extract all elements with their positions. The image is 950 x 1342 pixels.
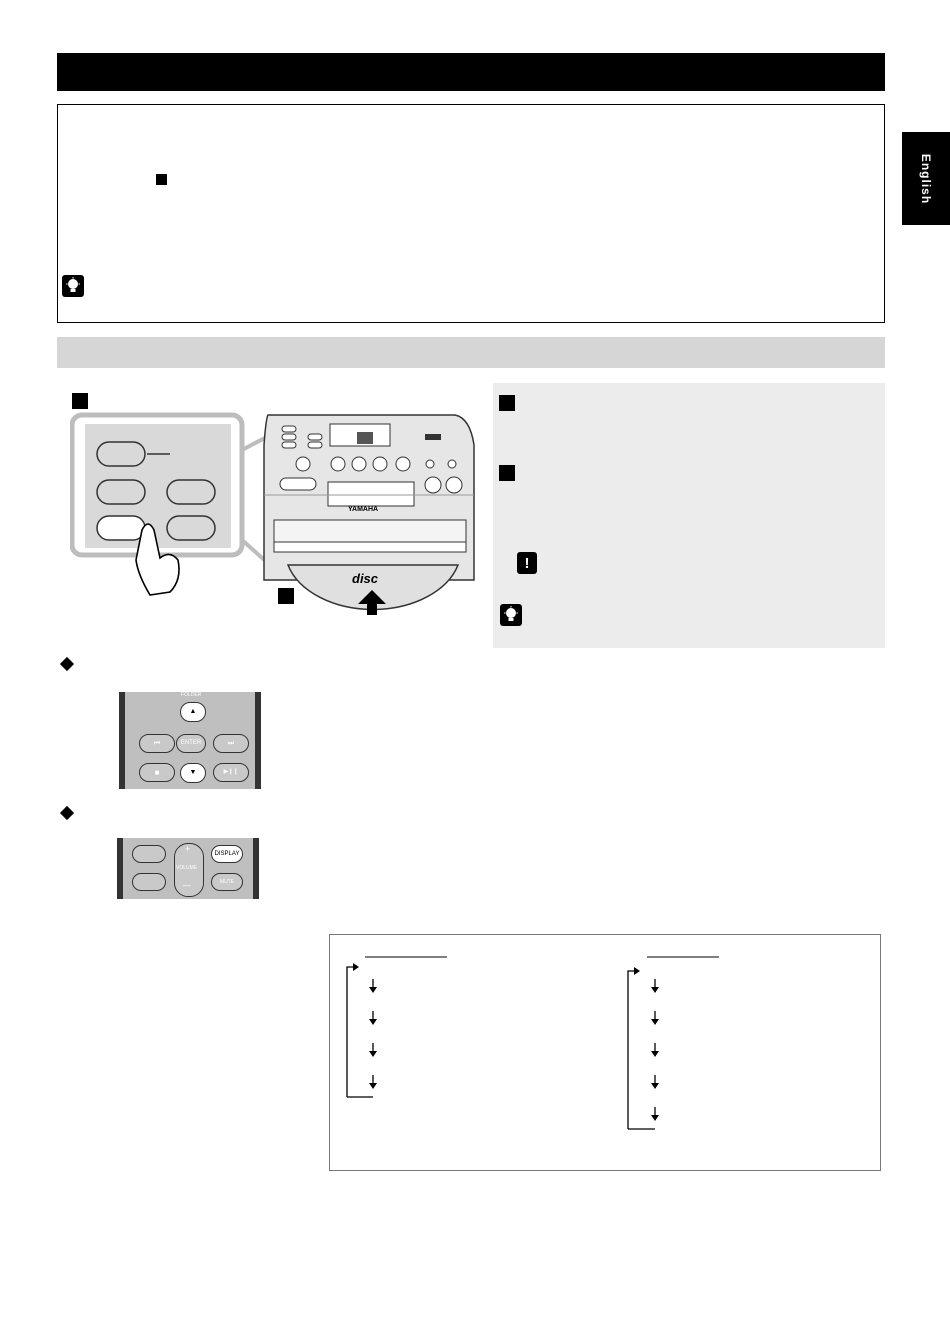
remote-folder-pad xyxy=(119,692,261,789)
volume-minus: — xyxy=(183,881,191,890)
tip-icon xyxy=(500,604,522,626)
play-pause-button[interactable]: ▶❙❙ xyxy=(213,763,249,782)
unit-illustration xyxy=(70,390,490,630)
remote-display-pad xyxy=(117,838,259,899)
display-button[interactable]: DISPLAY xyxy=(211,845,243,863)
step-marker xyxy=(499,465,515,481)
folder-down-button[interactable]: ▼ xyxy=(180,763,206,783)
folder-up-button[interactable]: ▲ xyxy=(180,702,206,722)
volume-label: VOLUME xyxy=(176,865,198,871)
mute-button[interactable]: MUTE xyxy=(211,873,243,891)
display-flow-diagrams xyxy=(329,934,880,1170)
skip-back-button[interactable]: ⏮ xyxy=(139,734,175,753)
skip-forward-button[interactable]: ⏭ xyxy=(213,734,249,753)
section-title-bar xyxy=(57,53,885,91)
disc-logo: disc xyxy=(352,571,379,586)
stop-button[interactable]: ■ xyxy=(139,763,175,782)
step-marker xyxy=(499,395,515,411)
tip-icon xyxy=(62,275,84,297)
repeat-button[interactable] xyxy=(132,845,166,863)
caution-icon: ! xyxy=(517,552,537,574)
folder-label: FOLDER xyxy=(181,692,202,698)
bullet-diamond xyxy=(60,806,74,820)
volume-rocker[interactable] xyxy=(174,843,204,897)
brand-label: YAMAHA xyxy=(348,506,379,513)
bullet-diamond xyxy=(60,657,74,671)
enter-button[interactable]: ENTER xyxy=(176,734,206,753)
volume-plus: + xyxy=(185,844,191,854)
language-tab xyxy=(902,132,950,225)
subsection-bar xyxy=(57,337,885,368)
shuffle-button[interactable] xyxy=(132,873,166,891)
intro-box xyxy=(57,104,885,323)
stop-symbol xyxy=(156,174,167,185)
language-tab-label: English xyxy=(919,153,933,204)
instruction-panel xyxy=(493,383,885,648)
